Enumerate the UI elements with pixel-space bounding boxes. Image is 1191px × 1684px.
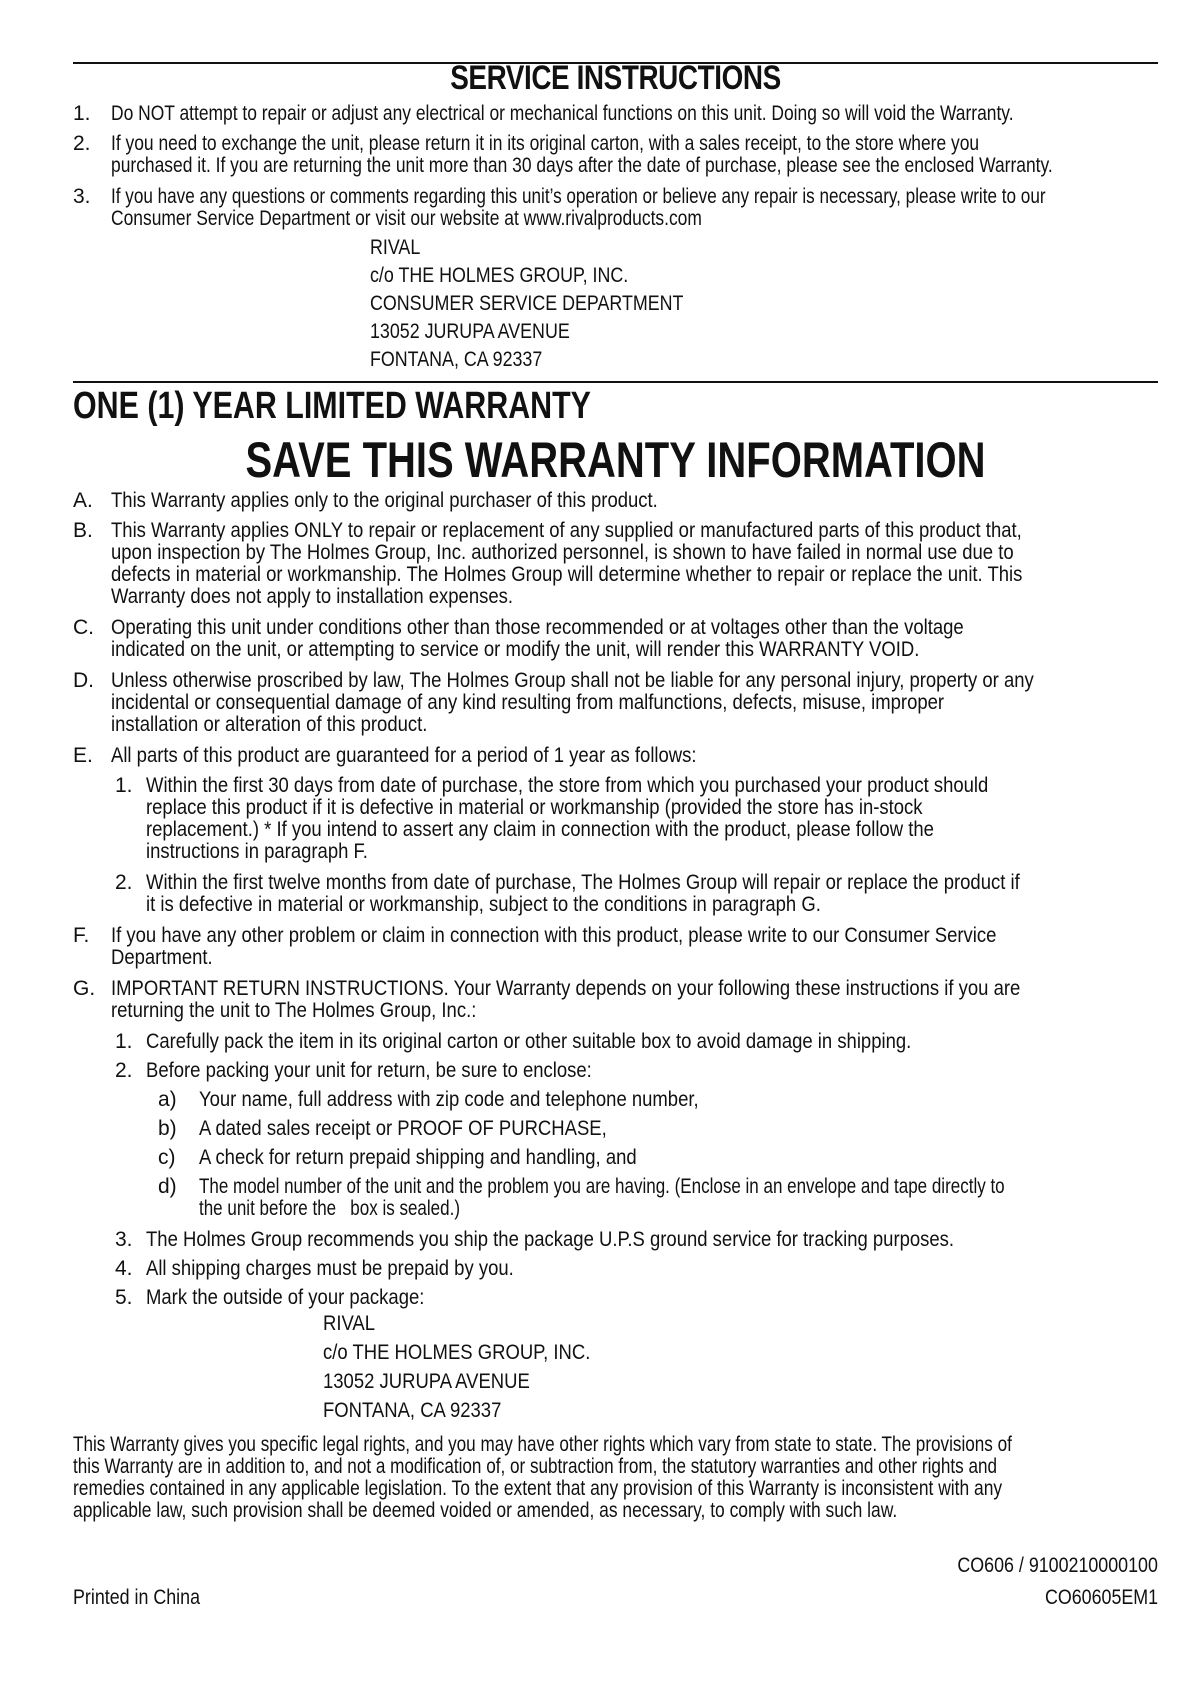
warranty-g2d-line-1: The model number of the unit and the problem you are having. (Enclose in an envelope and tape directly to [199,1175,1005,1198]
warranty-e1-line-1: Within the first 30 days from date of purchase, the store from which you purchased your product should [146,774,989,797]
warranty-g2c-label: c) [158,1146,176,1169]
warranty-g4-label: 4. [115,1257,133,1280]
warranty-g-label: G. [73,977,96,1000]
service-item-3-label: 3. [73,185,91,208]
warranty-c-label: C. [73,616,94,639]
warranty-d-line-3: installation or alteration of this product. [111,713,428,736]
package-address-line-4: FONTANA, CA 92337 [323,1399,502,1422]
warranty-e1-label: 1. [115,774,133,797]
package-address-line-1: RIVAL [323,1312,376,1335]
warranty-g1-label: 1. [115,1030,133,1053]
warranty-g-line-1: IMPORTANT RETURN INSTRUCTIONS. Your Warranty depends on your following these instructions if you are [111,977,1021,1000]
warranty-e2-line-2: it is defective in material or workmanship, subject to the conditions in paragraph G. [146,893,821,916]
warranty-g2b-label: b) [158,1117,177,1140]
warranty-e1-line-2: replace this product if it is defective in material or workmanship (provided the store has in-stock [146,796,923,819]
package-address-line-3: 13052 JURUPA AVENUE [323,1370,530,1393]
model-code: CO606 / 9100210000100 [957,1554,1158,1577]
warranty-heading: ONE (1) YEAR LIMITED WARRANTY [73,385,591,427]
warranty-g5-label: 5. [115,1286,133,1309]
legal-line-3: remedies contained in any applicable legislation. To the extent that any provision of this Warranty is inconsistent with any [73,1477,1003,1500]
warranty-b-label: B. [73,519,93,542]
document-code: CO60605EM1 [1044,1586,1158,1609]
warranty-g2a-line-1: Your name, full address with zip code and telephone number, [199,1088,699,1111]
warranty-f-label: F. [73,924,90,947]
warranty-c-line-2: indicated on the unit, or attempting to service or modify the unit, will render this WARRANTY VOID. [111,638,920,661]
legal-line-1: This Warranty gives you specific legal rights, and you may have other rights which vary from state to state. The provisions of [73,1433,1012,1456]
warranty-g2-line-1: Before packing your unit for return, be sure to enclose: [146,1059,592,1082]
service-item-3-line-1: If you have any questions or comments regarding this unit’s operation or believe any repair is necessary, please write to our [111,185,1046,208]
warranty-b-line-3: defects in material or workmanship. The Holmes Group will determine whether to repair or replace the unit. This [111,563,1023,586]
service-address-line-2: c/o THE HOLMES GROUP, INC. [370,264,629,287]
warranty-d-label: D. [73,669,94,692]
warranty-b-line-2: upon inspection by The Holmes Group, Inc. authorized personnel, is shown to have failed in normal use due to [111,541,1014,564]
warranty-e-label: E. [73,744,93,767]
service-item-2-label: 2. [73,132,91,155]
service-item-2-line-1: If you need to exchange the unit, please return it in its original carton, with a sales receipt, to the store where you [111,132,980,155]
warranty-g-line-2: returning the unit to The Holmes Group, Inc.: [111,999,477,1022]
warranty-b-line-1: This Warranty applies ONLY to repair or replacement of any supplied or manufactured parts of this product that, [111,519,1022,542]
service-heading: SERVICE INSTRUCTIONS [450,59,781,97]
service-item-2-line-2: purchased it. If you are returning the unit more than 30 days after the date of purchase, please see the enclosed Warranty. [111,154,1053,177]
warranty-c-line-1: Operating this unit under conditions other than those recommended or at voltages other than the voltage [111,616,964,639]
warranty-b-line-4: Warranty does not apply to installation expenses. [111,585,513,608]
warranty-g1-line-1: Carefully pack the item in its original carton or other suitable box to avoid damage in shipping. [146,1030,912,1053]
legal-line-4: applicable law, such provision shall be deemed voided or amended, as necessary, to comply with such law. [73,1499,898,1522]
service-address-line-5: FONTANA, CA 92337 [370,348,543,371]
warranty-g3-line-1: The Holmes Group recommends you ship the package U.P.S ground service for tracking purposes. [146,1228,955,1251]
warranty-d-line-1: Unless otherwise proscribed by law, The Holmes Group shall not be liable for any personal injury, property or any [111,669,1034,692]
service-item-3-line-2: Consumer Service Department or visit our website at www.rivalproducts.com [111,207,702,230]
service-item-1-line-1: Do NOT attempt to repair or adjust any electrical or mechanical functions on this unit. Doing so will void the Warranty. [111,102,1014,125]
warranty-g2d-label: d) [158,1175,177,1198]
legal-line-2: this Warranty are in addition to, and not a modification of, or subtraction from, the statutory warranties and other rights and [73,1455,998,1478]
middle-rule [73,381,1158,383]
warranty-g2a-label: a) [158,1088,177,1111]
warranty-f-line-2: Department. [111,946,213,969]
warranty-subheading: SAVE THIS WARRANTY INFORMATION [245,432,986,488]
warranty-g3-label: 3. [115,1228,133,1251]
service-address-line-4: 13052 JURUPA AVENUE [370,320,570,343]
service-item-1-label: 1. [73,102,91,125]
warranty-g2-label: 2. [115,1059,133,1082]
warranty-g5-line-1: Mark the outside of your package: [146,1286,425,1309]
warranty-a-line-1: This Warranty applies only to the original purchaser of this product. [111,489,658,512]
service-address-line-3: CONSUMER SERVICE DEPARTMENT [370,292,684,315]
warranty-e-line-1: All parts of this product are guaranteed for a period of 1 year as follows: [111,744,697,767]
package-address-line-2: c/o THE HOLMES GROUP, INC. [323,1341,591,1364]
warranty-e2-label: 2. [115,871,133,894]
warranty-e2-line-1: Within the first twelve months from date of purchase, The Holmes Group will repair or replace the product if [146,871,1020,894]
warranty-g2d-line-2: the unit before the box is sealed.) [199,1197,460,1220]
warranty-a-label: A. [73,489,93,512]
warranty-g2c-line-1: A check for return prepaid shipping and handling, and [199,1146,637,1169]
warranty-g4-line-1: All shipping charges must be prepaid by you. [146,1257,514,1280]
warranty-g2b-line-1: A dated sales receipt or PROOF OF PURCHASE, [199,1117,607,1140]
warranty-e1-line-3: replacement.) * If you intend to assert any claim in connection with the product, please follow the [146,818,934,841]
service-address-line-1: RIVAL [370,236,421,259]
warranty-e1-line-4: instructions in paragraph F. [146,840,368,863]
warranty-f-line-1: If you have any other problem or claim in connection with this product, please write to our Consumer Service [111,924,997,947]
printed-in: Printed in China [73,1586,201,1609]
warranty-d-line-2: incidental or consequential damage of any kind resulting from malfunctions, defects, misuse, improper [111,691,945,714]
